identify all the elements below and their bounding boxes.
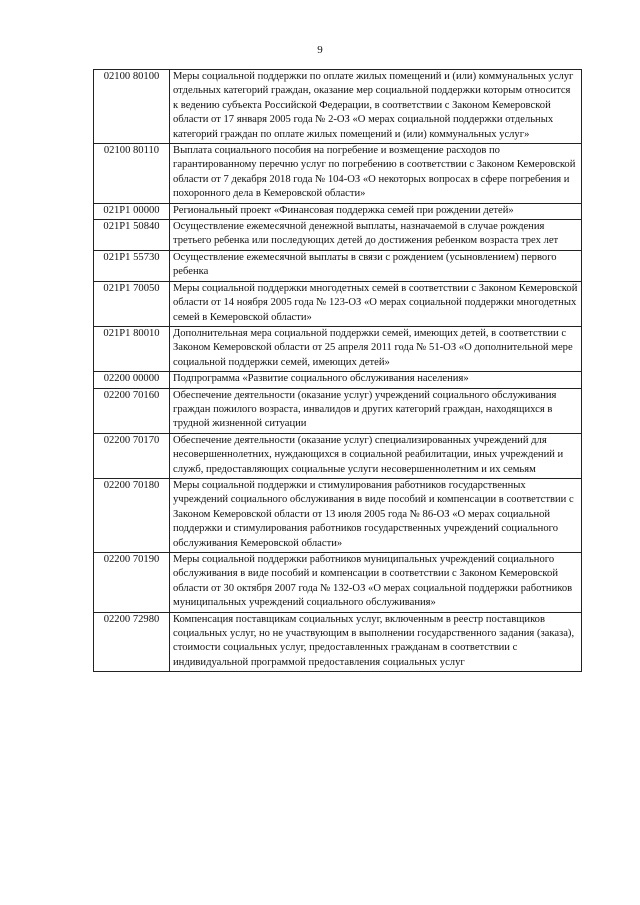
row-code: 02200 70180	[94, 478, 170, 552]
row-code: 02100 80110	[94, 144, 170, 204]
row-description: Выплата социального пособия на погребение и возмещение расходов по гарантированному перечню услуг по погребению в соответствии с Законом Кемеровской области от 7 декабря 2018 года № 104-ОЗ «О некоторых вопросах в сфере погребения и похоронного дела в Кемеровской области»	[170, 144, 582, 204]
row-description: Осуществление ежемесячной денежной выплаты, назначаемой в случае рождения третьего ребенка или последующих детей до достижения ребенком возраста трех лет	[170, 220, 582, 251]
row-code: 021P1 00000	[94, 203, 170, 219]
row-code: 021P1 55730	[94, 250, 170, 281]
row-description: Дополнительная мера социальной поддержки семей, имеющих детей, в соответствии с Законом Кемеровской области от 25 апреля 2011 года № 51-ОЗ «О дополнительной мере социальной поддержки семей, имеющих детей»	[170, 326, 582, 371]
row-description: Меры социальной поддержки по оплате жилых помещений и (или) коммунальных услуг отдельных категорий граждан, оказание мер социальной поддержки которым относится к ведению субъекта Российской Федерации, в соответствии с Законом Кемеровской области от 17 января 2005 года № 2-ОЗ «О мерах социальной поддержки отдельных категорий граждан по оплате жилых помещений и (или) коммунальных услуг»	[170, 70, 582, 144]
table-row	[94, 612, 582, 672]
table-row	[94, 203, 582, 219]
row-description: Меры социальной поддержки работников муниципальных учреждений социального обслуживания в виде пособий и компенсации в соответствии с Законом Кемеровской области от 30 октября 2007 года № 132-ОЗ «О мерах социальной поддержки работников муниципальных учреждений социального обслуживания»	[170, 553, 582, 613]
table-row	[94, 250, 582, 281]
table-row	[94, 70, 582, 144]
row-description: Осуществление ежемесячной выплаты в связи с рождением (усыновлением) первого ребенка	[170, 250, 582, 281]
row-code: 021P1 70050	[94, 281, 170, 326]
row-code: 02200 70160	[94, 388, 170, 433]
row-code: 02200 72980	[94, 612, 170, 672]
table-row	[94, 220, 582, 251]
table-row	[94, 281, 582, 326]
table-row	[94, 144, 582, 204]
row-code: 02200 00000	[94, 372, 170, 388]
row-code: 02200 70170	[94, 433, 170, 478]
row-description: Обеспечение деятельности (оказание услуг) специализированных учреждений для несовершеннолетних, нуждающихся в социальной реабилитации, иных учреждений и служб, предоставляющих социальные услуги несовершеннолетним и их семьям	[170, 433, 582, 478]
table-row	[94, 433, 582, 478]
budget-code-table	[93, 69, 582, 672]
row-description: Региональный проект «Финансовая поддержка семей при рождении детей»	[170, 203, 582, 219]
row-code: 021P1 50840	[94, 220, 170, 251]
row-code: 02200 70190	[94, 553, 170, 613]
row-description: Меры социальной поддержки многодетных семей в соответствии с Законом Кемеровской области от 14 ноября 2005 года № 123-ОЗ «О мерах социальной поддержки многодетных семей в Кемеровской области»	[170, 281, 582, 326]
page-number: 9	[317, 44, 323, 56]
row-description: Обеспечение деятельности (оказание услуг) учреждений социального обслуживания граждан пожилого возраста, инвалидов и других категорий граждан, находящихся в трудной жизненной ситуации	[170, 388, 582, 433]
table-row	[94, 553, 582, 613]
row-code: 021P1 80010	[94, 326, 170, 371]
table-row	[94, 326, 582, 371]
row-description: Меры социальной поддержки и стимулирования работников государственных учреждений социального обслуживания в виде пособий и компенсации в соответствии с Законом Кемеровской области от 13 июля 2005 года № 86-ОЗ «О мерах социальной поддержки и стимулирования работников государственных учреждений социального обслуживания Кемеровской области»	[170, 478, 582, 552]
table-row	[94, 478, 582, 552]
row-description: Подпрограмма «Развитие социального обслуживания населения»	[170, 372, 582, 388]
table-row	[94, 388, 582, 433]
row-code: 02100 80100	[94, 70, 170, 144]
table-row	[94, 372, 582, 388]
row-description: Компенсация поставщикам социальных услуг, включенным в реестр поставщиков социальных услуг, но не участвующим в выполнении государственного задания (заказа), стоимости социальных услуг, предоставленных гражданам в соответствии с индивидуальной программой предоставления социальных услуг	[170, 612, 582, 672]
